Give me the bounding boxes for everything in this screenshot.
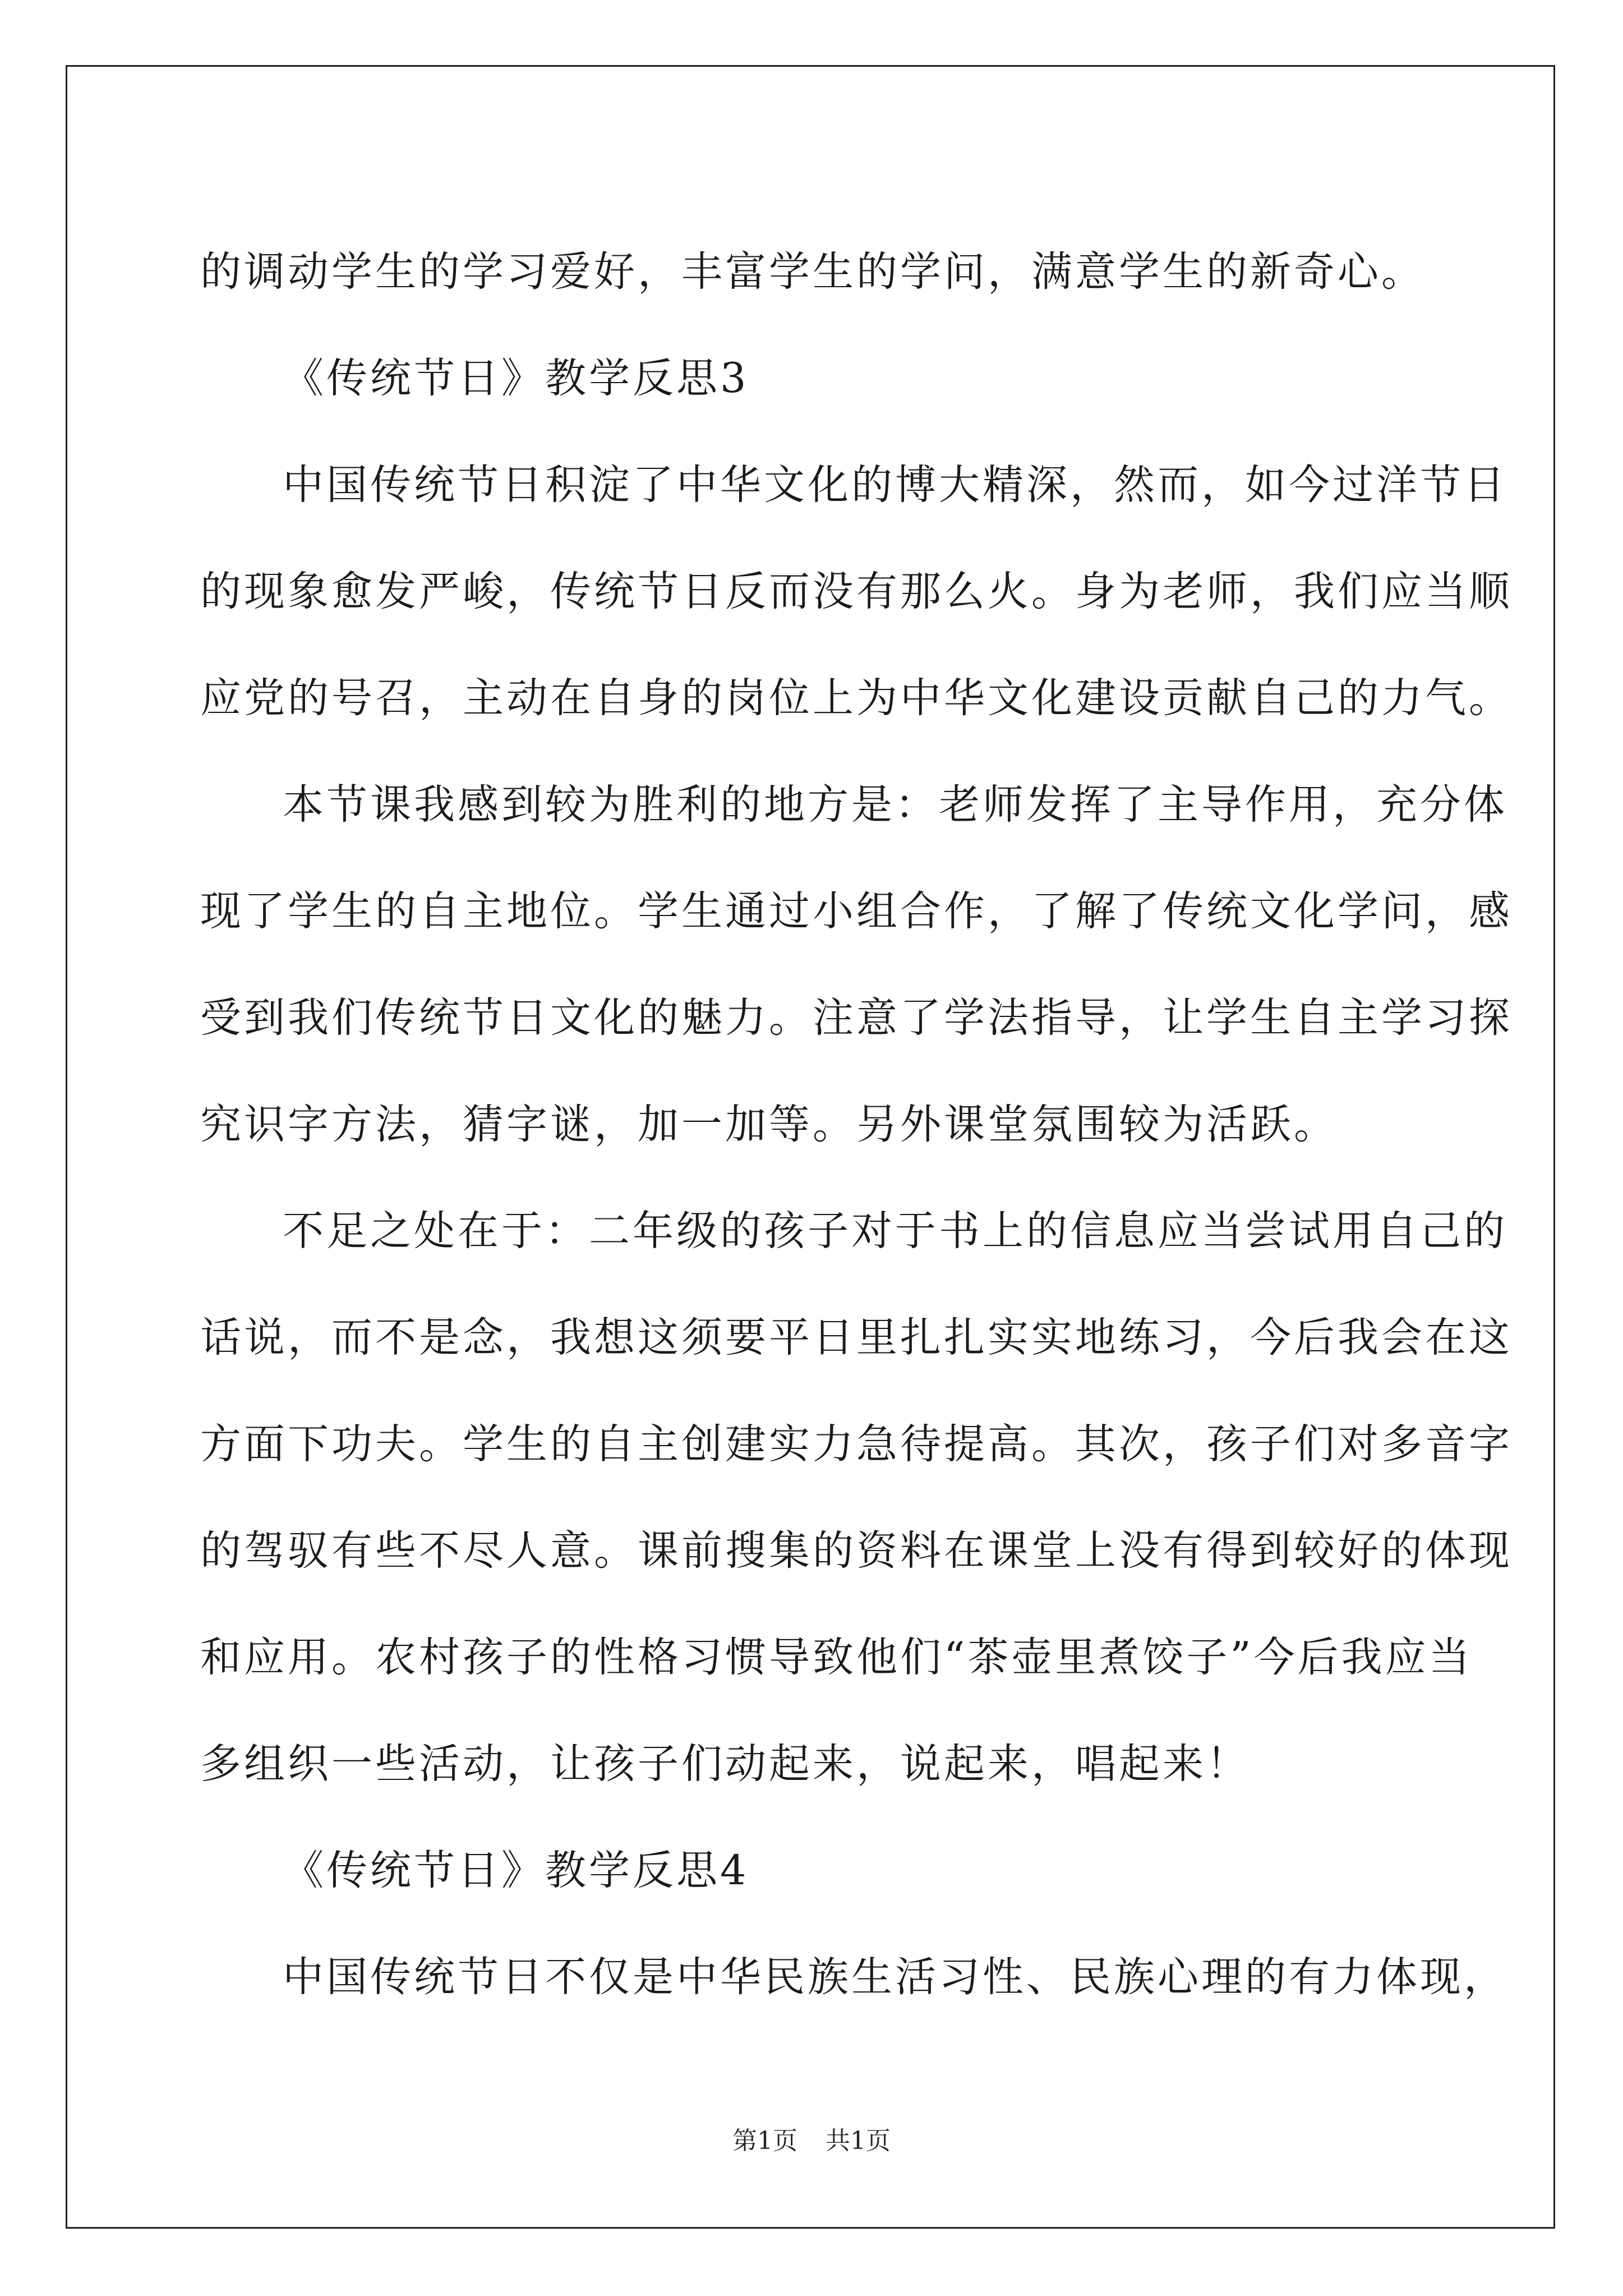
body-line: 中国传统节日积淀了中华文化的博大精深，然而，如今过洋节日	[283, 461, 1507, 509]
body-line: 不足之处在于：二年级的孩子对于书上的信息应当尝试用自己的	[283, 1207, 1507, 1255]
body-line: 话说，而不是念，我想这须要平日里扎扎实实地练习，今后我会在这	[200, 1314, 1513, 1361]
body-line: 中国传统节日不仅是中华民族生活习性、民族心理的有力体现，	[283, 1953, 1507, 2001]
body-line: 究识字方法，猜字谜，加一加等。另外课堂氛围较为活跃。	[200, 1101, 1338, 1148]
page-total: 共1页	[826, 2127, 891, 2155]
section-heading: 《传统节日》教学反思3	[283, 355, 749, 402]
body-line: 应党的号召，主动在自身的岗位上为中华文化建设贡献自己的力气。	[200, 674, 1513, 722]
body-line: 现了学生的自主地位。学生通过小组合作，了解了传统文化学问，感	[200, 887, 1513, 935]
page-number: 第1页	[732, 2127, 797, 2155]
body-line: 方面下功夫。学生的自主创建实力急待提高。其次，孩子们对多音字	[200, 1420, 1513, 1468]
body-line: 的现象愈发严峻，传统节日反而没有那么火。身为老师，我们应当顺	[200, 568, 1513, 615]
body-line: 的调动学生的学习爱好，丰富学生的学问，满意学生的新奇心。	[200, 248, 1425, 296]
body-line: 受到我们传统节日文化的魅力。注意了学法指导，让学生自主学习探	[200, 994, 1513, 1042]
body-line: 和应用。农村孩子的性格习惯导致他们“茶壶里煮饺子”今后我应当	[200, 1634, 1473, 1681]
body-line: 本节课我感到较为胜利的地方是：老师发挥了主导作用，充分体	[283, 781, 1507, 829]
page-footer	[0, 2120, 1623, 2156]
document-body	[200, 219, 1513, 2031]
body-line: 多组织一些活动，让孩子们动起来，说起来，唱起来！	[200, 1740, 1250, 1788]
section-heading: 《传统节日》教学反思4	[283, 1847, 749, 1894]
body-line: 的驾驭有些不尽人意。课前搜集的资料在课堂上没有得到较好的体现	[200, 1527, 1513, 1575]
